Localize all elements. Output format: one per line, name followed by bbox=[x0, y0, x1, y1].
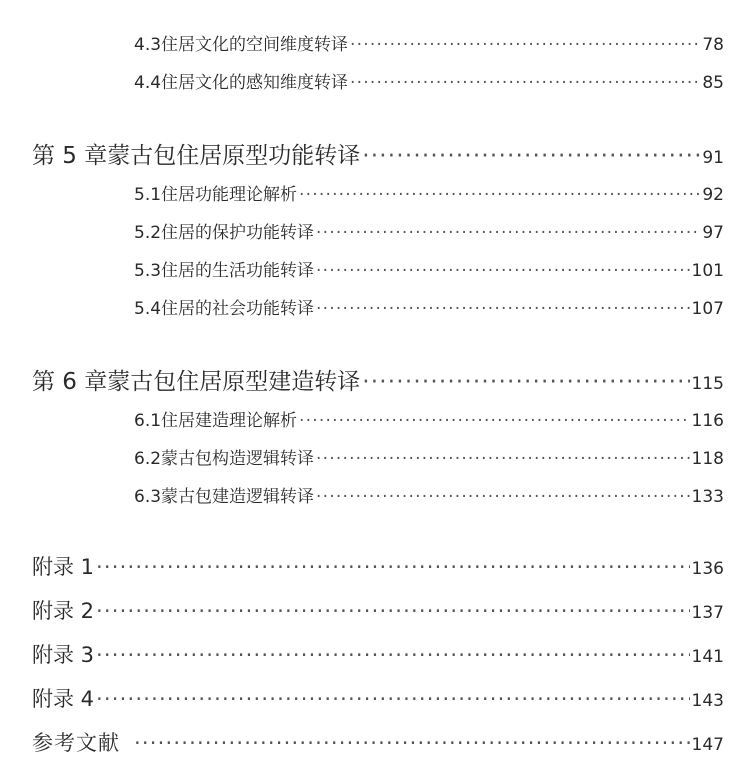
section-number: 6.2 bbox=[134, 449, 162, 469]
toc-entry-5-1[interactable] bbox=[0, 180, 750, 205]
toc-entry-6-3[interactable] bbox=[0, 482, 750, 507]
toc-references[interactable] bbox=[0, 727, 750, 757]
chapter-title: 蒙古包住居原型功能转译 bbox=[107, 143, 361, 169]
leader-dots bbox=[362, 143, 700, 169]
page-number: 136 bbox=[691, 559, 724, 579]
chapter-number: 第 5 章 bbox=[32, 143, 108, 169]
section-number: 5.4 bbox=[134, 299, 162, 319]
section-number: 6.1 bbox=[134, 411, 162, 431]
leader-dots bbox=[96, 599, 690, 623]
leader-dots bbox=[350, 73, 700, 93]
leader-dots bbox=[316, 223, 700, 243]
toc-appendix-3[interactable] bbox=[0, 639, 750, 669]
section-title: 蒙古包建造逻辑转译 bbox=[161, 487, 315, 507]
appendix-title: 附录 4 bbox=[32, 687, 95, 711]
page-number: 116 bbox=[691, 411, 724, 431]
section-title: 住居的保护功能转译 bbox=[161, 223, 315, 243]
toc-chapter-5[interactable] bbox=[0, 137, 750, 170]
page-number: 118 bbox=[691, 449, 724, 469]
leader-dots bbox=[299, 185, 700, 205]
toc-entry-4-4[interactable] bbox=[0, 68, 750, 93]
section-number: 6.3 bbox=[134, 487, 162, 507]
leader-dots bbox=[96, 643, 690, 667]
section-title: 住居文化的感知维度转译 bbox=[161, 73, 349, 93]
section-title: 住居功能理论解析 bbox=[161, 185, 298, 205]
chapter-number: 第 6 章 bbox=[32, 369, 108, 395]
toc-entry-4-3[interactable] bbox=[0, 30, 750, 55]
page-number: 92 bbox=[702, 185, 724, 205]
page-number: 147 bbox=[691, 735, 724, 755]
page-number: 107 bbox=[691, 299, 724, 319]
page-number: 115 bbox=[691, 374, 724, 394]
leader-dots bbox=[362, 369, 689, 395]
page-number: 91 bbox=[702, 148, 724, 168]
toc-appendix-1[interactable] bbox=[0, 551, 750, 581]
leader-dots bbox=[96, 555, 690, 579]
toc-appendix-4[interactable] bbox=[0, 683, 750, 713]
toc-entry-5-4[interactable] bbox=[0, 294, 750, 319]
leader-dots bbox=[316, 487, 690, 507]
section-number: 5.2 bbox=[134, 223, 162, 243]
section-title: 住居的生活功能转译 bbox=[161, 261, 315, 281]
toc-chapter-6[interactable] bbox=[0, 363, 750, 396]
chapter-title: 蒙古包住居原型建造转译 bbox=[107, 369, 361, 395]
section-number: 4.4 bbox=[134, 73, 162, 93]
appendix-title: 附录 3 bbox=[32, 643, 95, 667]
page-number: 97 bbox=[702, 223, 724, 243]
page-number: 78 bbox=[702, 35, 724, 55]
toc-entry-5-2[interactable] bbox=[0, 218, 750, 243]
page-number: 85 bbox=[702, 73, 724, 93]
references-title: 参考文献 bbox=[32, 731, 120, 755]
toc-entry-6-2[interactable] bbox=[0, 444, 750, 469]
appendix-title: 附录 1 bbox=[32, 555, 95, 579]
toc-entry-5-3[interactable] bbox=[0, 256, 750, 281]
section-number: 5.1 bbox=[134, 185, 162, 205]
leader-dots bbox=[299, 411, 690, 431]
page-number: 133 bbox=[691, 487, 724, 507]
leader-dots bbox=[134, 731, 690, 755]
leader-dots bbox=[96, 687, 690, 711]
toc-entry-6-1[interactable] bbox=[0, 406, 750, 431]
leader-dots bbox=[316, 449, 690, 469]
section-title: 住居建造理论解析 bbox=[161, 411, 298, 431]
leader-dots bbox=[316, 299, 690, 319]
appendix-title: 附录 2 bbox=[32, 599, 95, 623]
leader-dots bbox=[316, 261, 690, 281]
page-number: 101 bbox=[691, 261, 724, 281]
page-number: 141 bbox=[691, 647, 724, 667]
section-title: 蒙古包构造逻辑转译 bbox=[161, 449, 315, 469]
section-title: 住居的社会功能转译 bbox=[161, 299, 315, 319]
section-number: 5.3 bbox=[134, 261, 162, 281]
leader-dots bbox=[350, 35, 700, 55]
page-number: 137 bbox=[691, 603, 724, 623]
toc-appendix-2[interactable] bbox=[0, 595, 750, 625]
section-title: 住居文化的空间维度转译 bbox=[161, 35, 349, 55]
section-number: 4.3 bbox=[134, 35, 162, 55]
page-number: 143 bbox=[691, 691, 724, 711]
